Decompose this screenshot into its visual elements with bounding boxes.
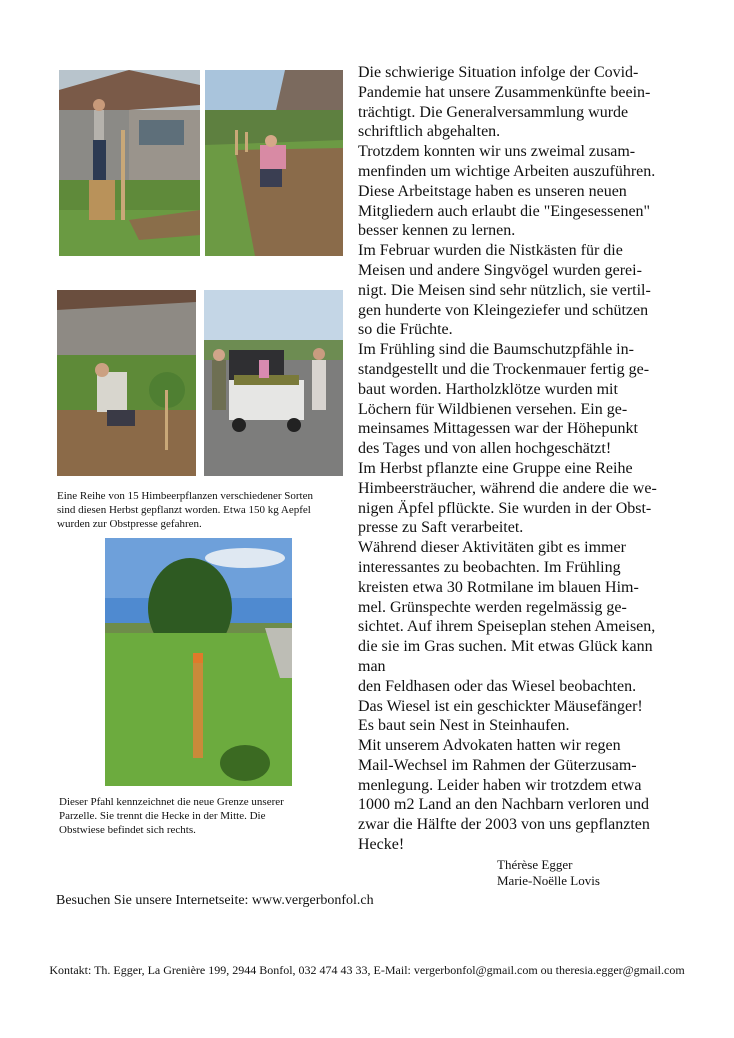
caption-line: Eine Reihe von 15 Himbeerpflanzen verschiedener Sorten (57, 490, 313, 502)
photo-caption-raspberries (57, 489, 347, 531)
article-line: kreisten etwa 30 Rotmilane im blauen Him- (358, 578, 639, 596)
photo-man-hammering-post (59, 70, 200, 256)
article-line: den Feldhasen oder das Wiesel beobachten. (358, 677, 637, 695)
article-line: nigen Äpfel pflückte. Sie wurden in der Obst- (358, 499, 652, 517)
article-line: 1000 m2 Land an den Nachbarn verloren und (358, 796, 650, 814)
article-line: nigt. Die Meisen sind sehr nützlich, sie vertil- (358, 281, 651, 299)
article-line: Meisen und andere Singvögel wurden gerei- (358, 261, 642, 279)
caption-line: sind diesen Herbst gepflanzt worden. Etwa 150 kg Aepfel (57, 504, 311, 516)
article-line: interessantes zu beobachten. Im Frühling (358, 558, 621, 576)
article-text (358, 63, 688, 855)
article-line: trächtigt. Die Generalversammlung wurde (358, 103, 629, 121)
article-line: menlegung. Leider haben wir trotzdem etwa (358, 776, 642, 794)
article-line: schriftlich abgehalten. (358, 123, 501, 141)
signature-marie-noelle: Marie-Noëlle Lovis (497, 873, 600, 888)
caption-line: wurden zur Obstpresse gefahren. (57, 518, 202, 530)
photo-apples-trailer-group (204, 290, 343, 476)
article-line: Mit unserem Advokaten hatten wir regen (358, 737, 621, 755)
photo-boundary-post-hedge (105, 538, 292, 786)
contact-line: Kontakt: Th. Egger, La Grenière 199, 2944 Bonfol, 032 474 43 33, E-Mail: vergerbonfol@gmail.com ou theresia.egger@gmail.com (49, 963, 685, 977)
article-line: presse zu Saft verarbeitet. (358, 519, 524, 537)
article-line: Während dieser Aktivitäten gibt es immer (358, 539, 626, 557)
article-line: Es baut sein Nest in Steinhaufen. (358, 717, 570, 735)
article-line: Himbeersträucher, während die andere die we- (358, 479, 657, 497)
article-line: Im Herbst pflanzte eine Gruppe eine Reihe (358, 459, 633, 477)
article-line: Mail-Wechsel im Rahmen der Güterzusam- (358, 756, 637, 774)
article-line: Das Wiesel ist ein geschickter Mäusefänger! (358, 697, 643, 715)
photo-caption-boundary-post (59, 795, 349, 837)
caption-line: Dieser Pfahl kennzeichnet die neue Grenze unserer (59, 796, 284, 808)
photo-woman-planting-raspberries (57, 290, 196, 476)
article-line: gen hunderte von Kleingeziefer und schützen (358, 301, 649, 319)
caption-line: Obstwiese befindet sich rechts. (59, 824, 196, 836)
photo-woman-planting-field (205, 70, 343, 256)
article-line: mel. Grünspechte werden regelmässig ge- (358, 598, 627, 616)
article-line: man (358, 657, 386, 675)
article-line: baut worden. Hartholzklötze wurden mit (358, 380, 618, 398)
signature-therese: Thérèse Egger (497, 857, 573, 872)
caption-line: Parzelle. Sie trennt die Hecke in der Mitte. Die (59, 810, 266, 822)
article-line: menfinden um wichtige Arbeiten auszuführen. (358, 162, 656, 180)
article-line: so die Früchte. (358, 321, 453, 339)
article-line: standgestellt und die Trockenmauer fertig ge- (358, 360, 650, 378)
article-line: Im Frühling sind die Baumschutzpfähle in- (358, 341, 634, 359)
article-line: die sie im Gras suchen. Mit etwas Glück kann (358, 638, 653, 656)
website-line: Besuchen Sie unsere Internetseite: www.vergerbonfol.ch (56, 893, 374, 908)
article-line: sichtet. Auf ihrem Speiseplan stehen Ameisen, (358, 618, 656, 636)
article-line: Löchern für Wildbienen versehen. Ein ge- (358, 400, 628, 418)
article-line: Pandemie hat unsere Zusammenkünfte beein- (358, 83, 651, 101)
article-line: Trotzdem konnten wir uns zweimal zusam- (358, 143, 636, 161)
article-line: Mitgliedern auch erlaubt die "Eingesessenen" (358, 202, 651, 220)
article-line: Diese Arbeitstage haben es unseren neuen (358, 182, 627, 200)
article-line: Hecke! (358, 836, 405, 854)
article-line: meinsames Mittagessen war der Höhepunkt (358, 420, 638, 438)
article-line: zwar die Hälfte der 2003 von uns gepflanzten (358, 816, 650, 834)
article-line: besser kennen zu lernen. (358, 222, 516, 240)
article-line: des Tages und von allen hochgeschätzt! (358, 440, 612, 458)
article-line: Im Februar wurden die Nistkästen für die (358, 242, 623, 260)
article-line: Die schwierige Situation infolge der Covid- (358, 64, 639, 81)
